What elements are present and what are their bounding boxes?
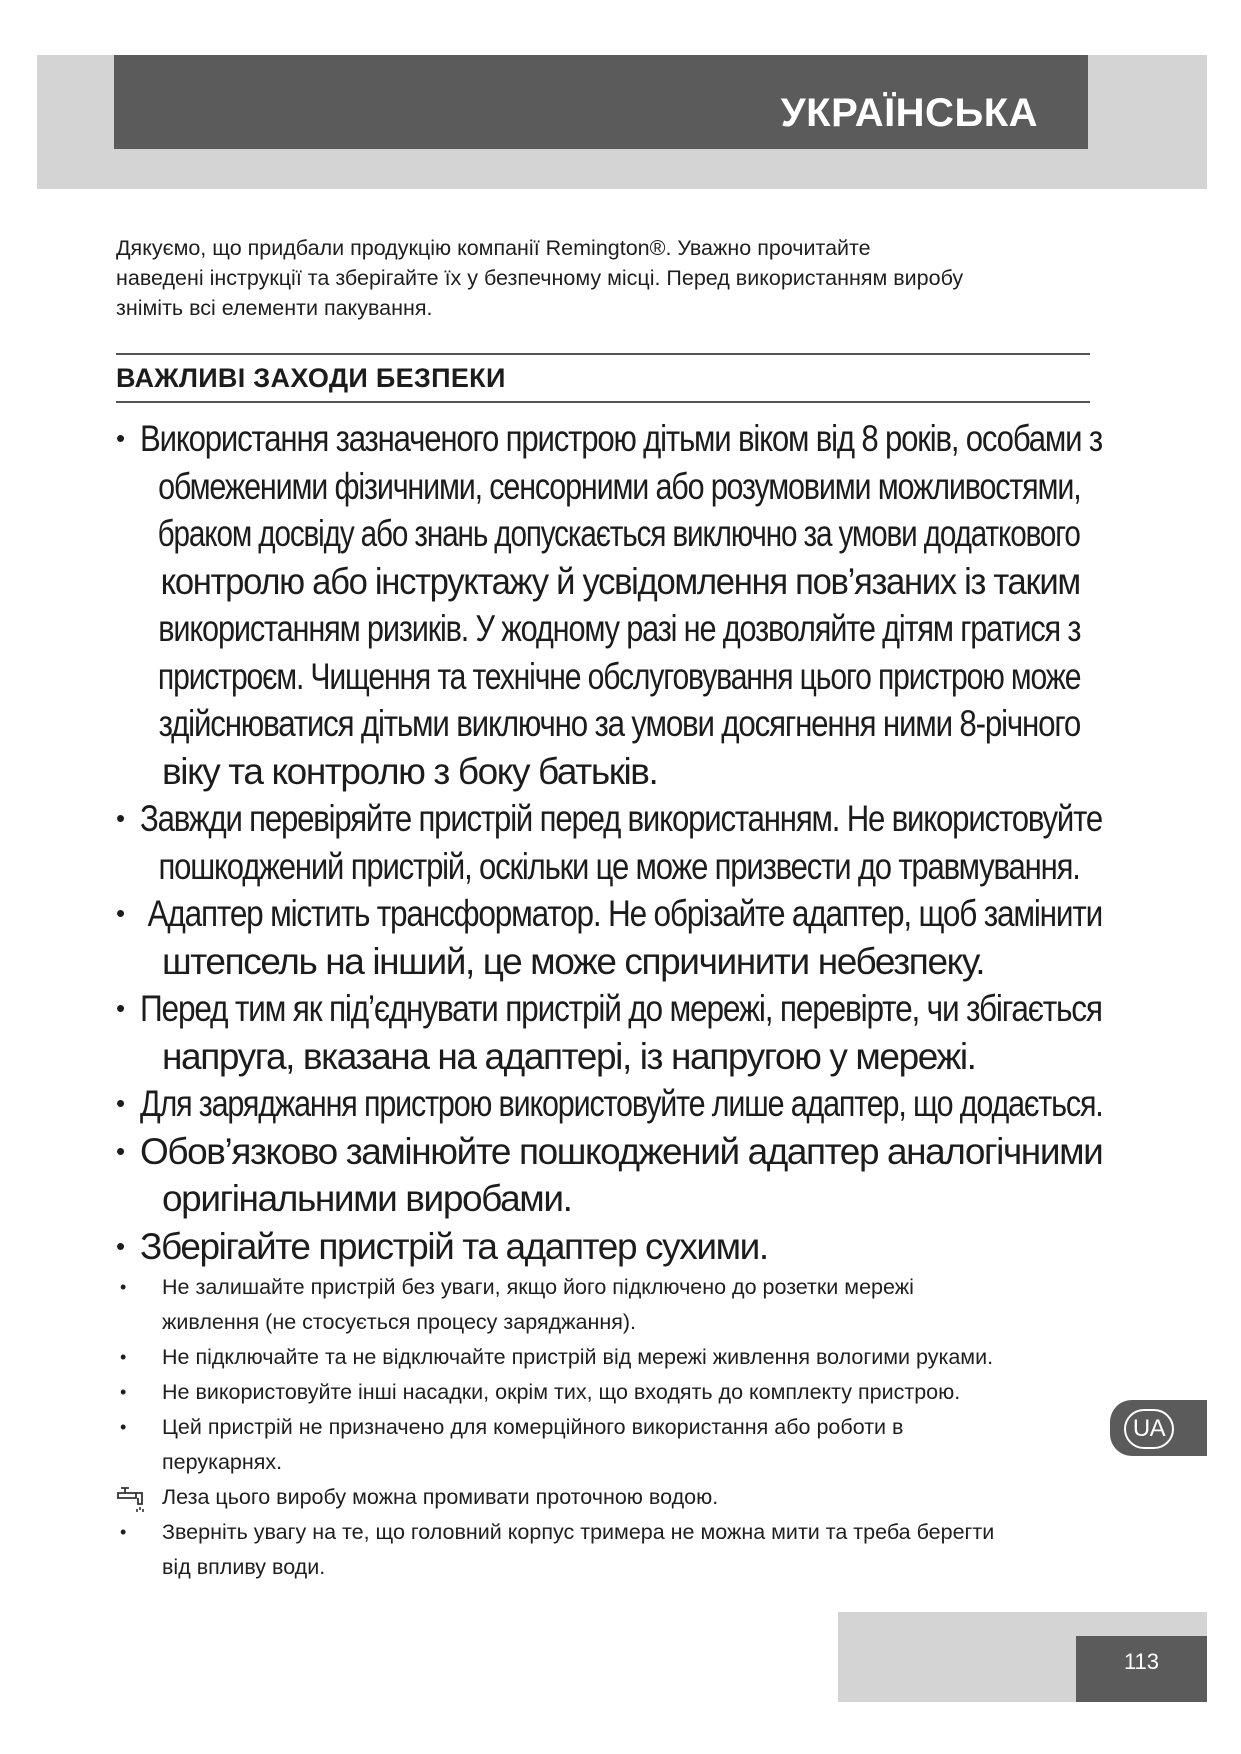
bullet-icon: • [116, 898, 126, 928]
bullet-icon: • [116, 1135, 126, 1166]
item-line: Цей пристрій не призначено для комерційного використання або роботи в [162, 1415, 904, 1439]
item-line: Не підключайте та не відключайте пристрій від мережі живлення вологими руками. [162, 1345, 994, 1369]
item-line: пристроєм. Чищення та технічне обслуговування цього пристрою може [157, 655, 1081, 697]
item-line: Використання зазначеного пристрою дітьми віком від 8 років, особами з [140, 418, 1102, 459]
intro-line-2: наведені інструкції та зберігайте їх у безпечному місці. Перед використанням виробу [116, 266, 964, 290]
list-item [116, 985, 1106, 1080]
item-line: Леза цього виробу можна промивати проточною водою. [162, 1485, 719, 1509]
list-item [116, 1128, 1106, 1223]
bullet-icon: • [116, 803, 126, 833]
list-item [116, 795, 1106, 890]
list-item [116, 415, 1106, 795]
page-number: 113 [1076, 1636, 1207, 1702]
item-line: пошкоджений пристрій, оскільки це може призвести до травмування. [158, 845, 1080, 887]
item-line: від впливу води. [162, 1555, 326, 1579]
item-line: перукарнях. [162, 1450, 283, 1474]
bullet-icon: • [116, 993, 126, 1023]
intro-line-1: Дякуємо, що придбали продукцію компанії Remington®. Уважно прочитайте [116, 236, 871, 260]
section-title: ВАЖЛИВІ ЗАХОДИ БЕЗПЕКИ [116, 363, 506, 393]
language-title: УКРАЇНСЬКА [780, 91, 1038, 135]
item-line: напруга, вказана на адаптері, із напругою у мережі. [162, 1035, 976, 1077]
item-line: обмеженими фізичними, сенсорними або розумовими можливостями, [158, 465, 1081, 507]
list-item [116, 1340, 1106, 1375]
list-item [116, 1270, 1106, 1340]
item-line: Зберігайте пристрій та адаптер сухими. [140, 1225, 768, 1267]
language-code: UA [1124, 1409, 1174, 1449]
list-item [116, 1515, 1106, 1585]
header-bar [114, 55, 1088, 149]
item-line: Обов’язково замінюйте пошкоджений адаптер аналогічними [140, 1130, 1103, 1172]
section-rule-top [116, 353, 1090, 355]
bullet-icon: • [120, 1522, 127, 1542]
list-item [116, 1080, 1106, 1128]
item-line: контролю або інструктажу й усвідомлення пов’язаних із таким [160, 560, 1080, 602]
item-line: Не залишайте пристрій без уваги, якщо його підключено до розетки мережі [162, 1275, 914, 1299]
item-line: Перед тим як під’єднувати пристрій до мережі, перевірте, чи збігається [140, 988, 1102, 1029]
list-item [116, 1223, 1106, 1271]
item-line: живлення (не стосується процесу заряджання). [162, 1310, 636, 1334]
list-item [116, 1410, 1106, 1480]
list-item [116, 1375, 1106, 1410]
section-rule-bottom [116, 401, 1090, 403]
bullet-icon: • [120, 1417, 127, 1437]
item-line: Завжди перевіряйте пристрій перед використанням. Не використовуйте [140, 798, 1103, 839]
item-line: Зверніть увагу на те, що головний корпус тримера не можна мити та треба берегти [162, 1520, 995, 1544]
bullet-icon: • [116, 1230, 126, 1261]
intro-paragraph [116, 233, 1076, 323]
bullet-icon: • [116, 1088, 126, 1118]
intro-line-3: зніміть всі елементи пакування. [116, 296, 433, 320]
bullet-icon: • [116, 423, 126, 453]
item-line: браком досвіду або знань допускається виключно за умови додаткового [157, 513, 1080, 554]
list-item [116, 890, 1106, 985]
item-line: Для заряджання пристрою використовуйте лише адаптер, що додається. [140, 1083, 1103, 1124]
safety-list-small [116, 1270, 1106, 1585]
water-tap-icon [116, 1484, 150, 1514]
bullet-icon: • [120, 1382, 127, 1402]
language-tab [1110, 1400, 1207, 1456]
safety-list-large [116, 415, 1106, 1270]
item-line: використанням ризиків. У жодному разі не дозволяйте дітям гратися з [158, 608, 1081, 649]
washable-note [116, 1480, 1106, 1515]
item-line: Не використовуйте інші насадки, окрім тих, що входять до комплекту пристрою. [162, 1380, 961, 1404]
item-line: Адаптер містить трансформатор. Не обрізайте адаптер, щоб замінити [140, 893, 1103, 934]
item-line: здійснюватися дітьми виключно за умови досягнення ними 8-річного [158, 703, 1081, 744]
item-line: оригінальними виробами. [162, 1178, 572, 1219]
item-line: віку та контролю з боку батьків. [162, 750, 658, 792]
bullet-icon: • [120, 1277, 127, 1297]
item-line: штепсель на інший, це може спричинити небезпеку. [162, 940, 985, 982]
bullet-icon: • [120, 1347, 127, 1367]
